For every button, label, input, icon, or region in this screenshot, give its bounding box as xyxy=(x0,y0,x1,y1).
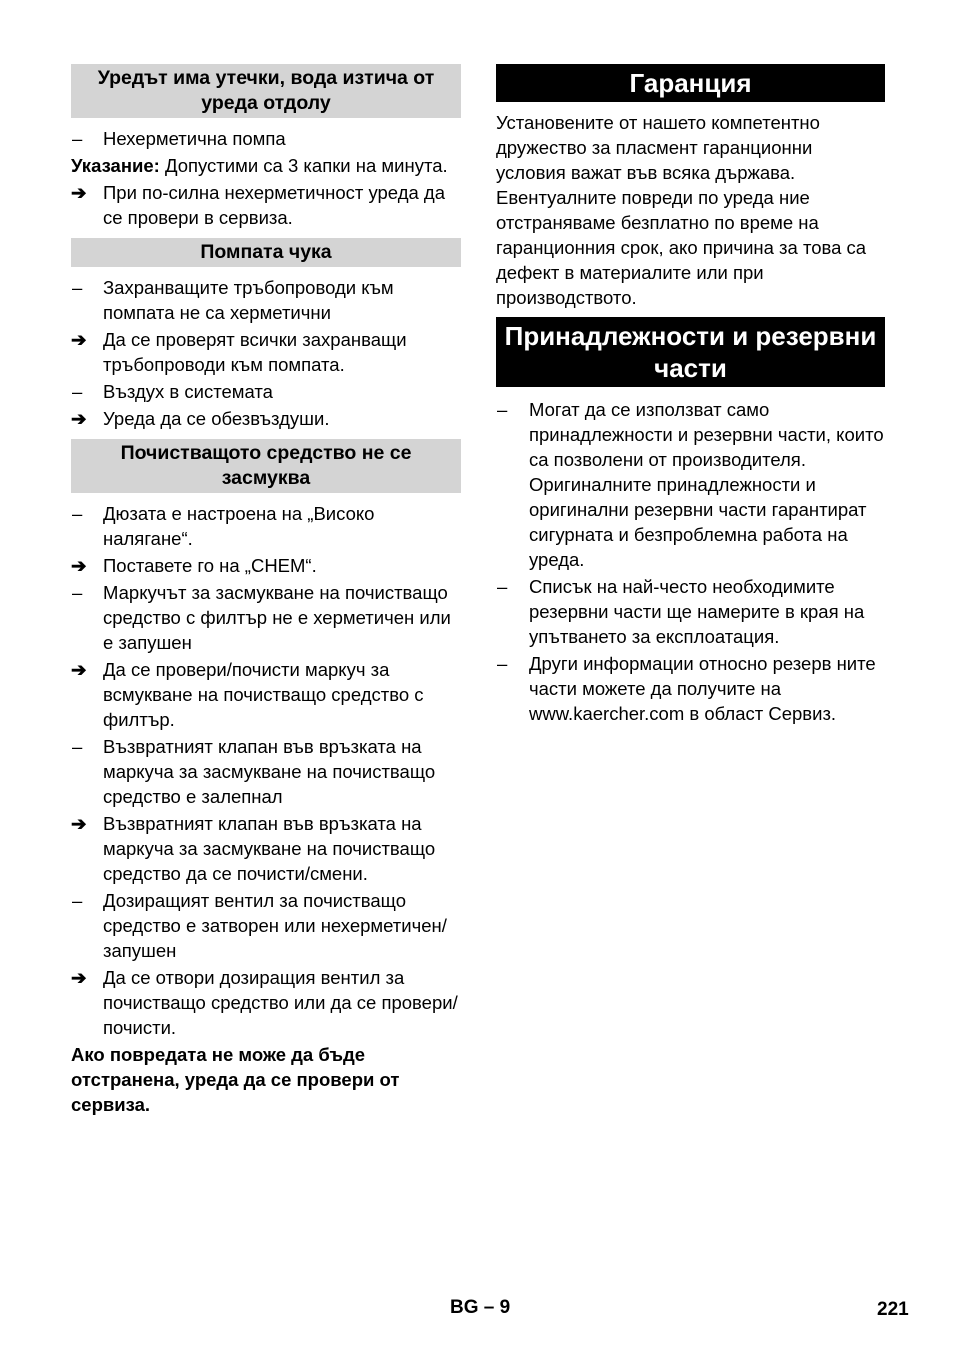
remedy-item xyxy=(71,180,461,230)
note-text: Допустими са 3 капки на минута. xyxy=(159,155,448,176)
arrow-icon: ➔ xyxy=(71,182,87,203)
cause-item xyxy=(71,379,461,404)
section-heading-detergent: Почистващото средство не се засмуква xyxy=(71,439,461,493)
note xyxy=(71,153,461,178)
dash-marker: – xyxy=(497,399,508,420)
arrow-icon: ➔ xyxy=(71,813,87,834)
item-text: Поставете го на „CHEM“. xyxy=(103,555,317,576)
note-label: Указание: xyxy=(71,155,160,176)
item-text: Да се провери/почисти маркуч за всмукване на почистващо средство с филтър. xyxy=(103,659,424,730)
cause-item xyxy=(71,275,461,325)
item-text: Да се проверят всички захранващи тръбопроводи към помпата. xyxy=(103,329,407,375)
dash-marker: – xyxy=(72,890,83,911)
arrow-icon: ➔ xyxy=(71,659,87,680)
item-text: Въздух в системата xyxy=(103,381,273,402)
item-text: Списък на най-често необходимите резервни части ще намерите в края на упътването за експлоатация. xyxy=(529,576,865,647)
dash-marker: – xyxy=(72,736,83,757)
dash-marker: – xyxy=(72,582,83,603)
item-text: Дозиращият вентил за почистващо средство е затворен или нехерметичен/запушен xyxy=(103,890,447,961)
remedy-item xyxy=(71,327,461,377)
item-text: Могат да се използват само принадлежности и резервни части, които са позволени от производителя. Оригиналните принадлежности и оригинални резервни части гарантират сигурната и безпроблемна работа на уреда. xyxy=(529,399,884,570)
dash-marker: – xyxy=(497,653,508,674)
warranty-text: Установените от нашето компетентно дружество за пласмент гаранционни условия важат във всяка държава. Евентуалните повреди по уреда ние отстраняваме безплатно по време на гаранционния срок, ако причина за това са дефект в материалите или при производството. xyxy=(496,112,867,308)
item-text: Възвратният клапан във връзката на маркуча за засмукване на почистващо средство да се почисти/смени. xyxy=(103,813,436,884)
item-text: Маркучът за засмукване на почистващо средство с филтър не е херметичен или е запушен xyxy=(103,582,451,653)
item-text: Уреда да се обезвъздуши. xyxy=(103,408,330,429)
parts-heading: Принадлежности и резервни части xyxy=(496,317,885,387)
service-note: Ако повредата не може да бъде отстранена, уреда да се провери от сервиза. xyxy=(71,1044,400,1115)
arrow-icon: ➔ xyxy=(71,329,87,350)
cause-item xyxy=(71,888,461,963)
cause-item xyxy=(71,580,461,655)
section-heading-pump: Помпата чука xyxy=(71,238,461,267)
cause-item xyxy=(71,126,461,151)
left-column xyxy=(71,64,461,1119)
remedy-item xyxy=(71,811,461,886)
footer-section-label: BG – 9 xyxy=(450,1297,511,1318)
dash-marker: – xyxy=(72,381,83,402)
arrow-icon: ➔ xyxy=(71,967,87,988)
cause-item xyxy=(71,734,461,809)
item-text: Захранващите тръбопроводи към помпата не са херметични xyxy=(103,277,394,323)
remedy-item xyxy=(71,965,461,1040)
item-text: Дюзата е настроена на „Високо налягане“. xyxy=(103,503,375,549)
remedy-item xyxy=(71,657,461,732)
warranty-heading: Гаранция xyxy=(496,64,885,102)
page-number: 221 xyxy=(877,1299,909,1320)
list-item xyxy=(496,397,885,572)
remedy-item xyxy=(71,406,461,431)
cause-item xyxy=(71,501,461,551)
item-text: Възвратният клапан във връзката на маркуча за засмукване на почистващо средство е залепнал xyxy=(103,736,436,807)
arrow-icon: ➔ xyxy=(71,408,87,429)
item-text: Други информации относно резерв ните части можете да получите на www.kaercher.com в област Сервиз. xyxy=(529,653,876,724)
item-text: Да се отвори дозиращия вентил за почистващо средство или да се провери/почисти. xyxy=(103,967,458,1038)
item-text: Нехерметична помпа xyxy=(103,128,286,149)
list-item xyxy=(496,651,885,726)
dash-marker: – xyxy=(72,128,83,149)
right-column xyxy=(496,64,885,728)
item-text: При по-силна нехерметичност уреда да се провери в сервиза. xyxy=(103,182,445,228)
section-heading-leak: Уредът има утечки, вода изтича от уреда отдолу xyxy=(71,64,461,118)
dash-marker: – xyxy=(72,503,83,524)
dash-marker: – xyxy=(497,576,508,597)
arrow-icon: ➔ xyxy=(71,555,87,576)
remedy-item xyxy=(71,553,461,578)
dash-marker: – xyxy=(72,277,83,298)
list-item xyxy=(496,574,885,649)
